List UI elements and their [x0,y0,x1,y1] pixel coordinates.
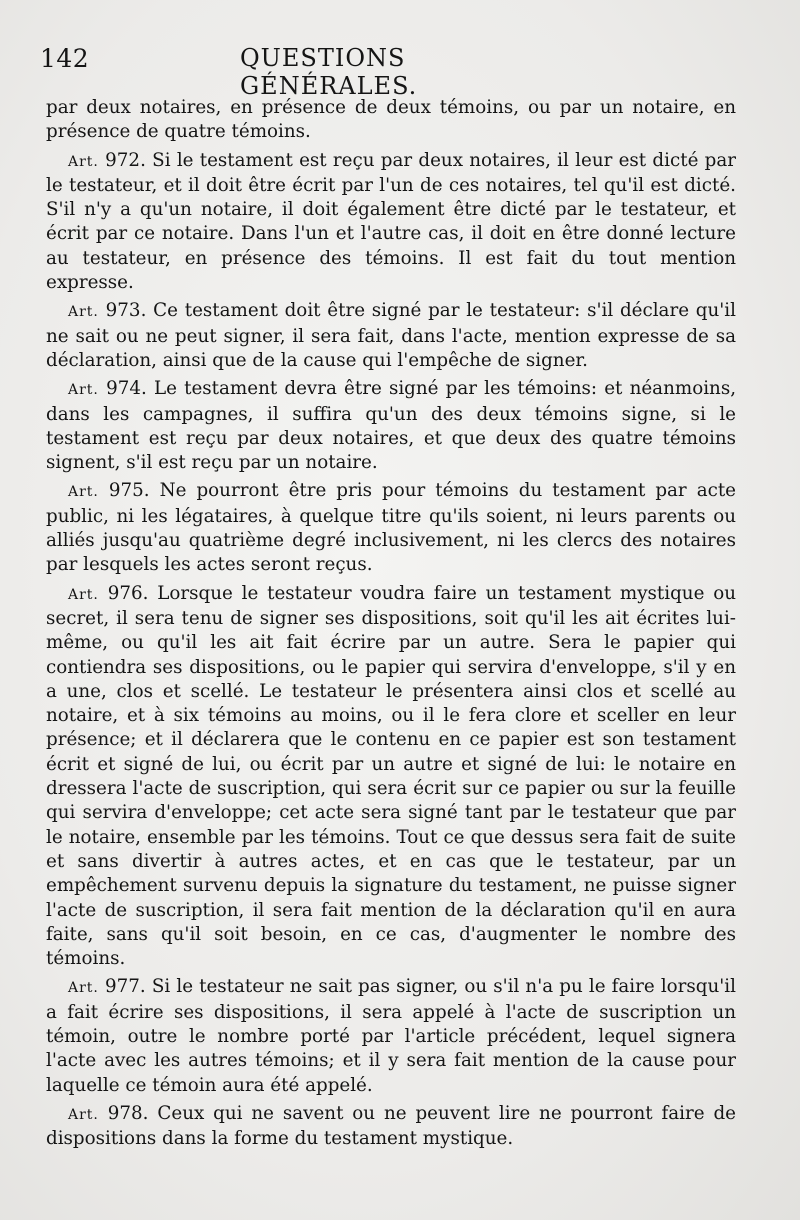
article-label: Art. [68,1106,99,1123]
article-label: Art. [68,153,99,170]
article-text: Lorsque le testateur voudra faire un testament mystique ou secret, il sera tenu de signer ses dispositions, soit qu'il les ait écrites lui-même, ou qu'il les ait fait écrire par un autre. Sera le papier qui contiendra ses dispositions, ou le papier qui servira d'enveloppe, s'il y en a une, clos et scellé. Le testateur le présentera ainsi clos et scellé au notaire, et à six témoins au moins, ou il le fera clore et sceller en leur présence; et il déclarera que le contenu en ce papier est son testament écrit et signé de lui, ou écrit par un autre et signé de lui: le notaire en dressera l'acte de suscription, qui sera écrit sur ce papier ou sur la feuille qui servira d'enveloppe; cet acte sera signé tant par le testateur que par le notaire, ensemble par les témoins. Tout ce que dessus sera fait de suite et sans divertir à autres actes, et en cas que le testateur, par un empêchement survenu depuis la signature du testament, ne puisse signer l'acte de suscription, il sera fait mention de la déclaration qu'il en aura faite, sans qu'il soit besoin, en ce cas, d'augmenter le nombre des témoins. [46,582,736,970]
article-label: Art. [68,586,99,603]
article-number: 978. [107,1102,149,1124]
article-number: 974. [106,378,147,400]
article-label: Art. [68,484,99,501]
article-label: Art. [68,304,99,321]
article-text: Si le testament est reçu par deux notaires, il leur est dicté par le testateur, et il doit être écrit par l'un de ces notaires, tel qu'il est dicté. S'il n'y a qu'un notaire, il doit également être dicté par le testateur, et écrit par ce notaire. Dans l'un et l'autre cas, il doit en être donné lecture au testateur, en présence des témoins. Il est fait du tout mention expresse. [46,149,737,294]
article-972 [46,149,736,296]
article-text: Si le testateur ne sait pas signer, ou s'il n'a pu le faire lorsqu'il a fait écrire ses dispositions, il sera appelé à l'acte de suscription un témoin, outre le nombre porté par l'article précédent, lequel signera l'acte avec les autres témoins; et il y sera fait mention de la cause pour laquelle ce témoin aura été appelé. [46,976,736,1096]
article-number: 972. [105,149,146,171]
article-text: Le testament devra être signé par les témoins: et néanmoins, dans les campagnes, il suffira qu'un des deux témoins signe, si le testament est reçu par deux notaires, et que deux des quatre témoins signent, s'il est reçu par un notaire. [46,378,737,474]
article-977 [46,975,736,1097]
article-973 [46,299,736,373]
body-text [46,96,736,1155]
article-text: Ce testament doit être signé par le testateur: s'il déclare qu'il ne sait ou ne peut signer, il sera fait, dans l'acte, mention expresse de sa déclaration, ainsi que de la cause qui l'empêche de signer. [46,300,736,371]
article-text: Ne pourront être pris pour témoins du testament par acte public, ni les légataires, à quelque titre qu'ils soient, ni leurs parents ou alliés jusqu'au quatrième degré inclusivement, ni les clercs des notaires par lesquels les actes seront reçus. [46,480,736,576]
article-number: 975. [108,480,150,502]
article-text: Ceux qui ne savent ou ne peuvent lire ne pourront faire de dispositions dans la forme du testament mystique. [46,1102,736,1150]
article-label: Art. [68,980,99,997]
article-number: 976. [107,582,149,604]
article-label: Art. [68,382,99,399]
article-number: 973. [105,300,147,322]
page-header [40,44,730,100]
paragraph-continuation [46,96,736,145]
article-978 [46,1102,736,1152]
paragraph-text: par deux notaires, en présence de deux témoins, ou par un notaire, en présence de quatre témoins. [46,97,736,143]
page-number: 142 [40,44,90,73]
article-number: 977. [105,976,146,998]
article-975 [46,479,736,577]
article-976 [46,582,736,972]
running-head: QUESTIONS GÉNÉRALES. [240,44,418,100]
article-974 [46,377,736,475]
